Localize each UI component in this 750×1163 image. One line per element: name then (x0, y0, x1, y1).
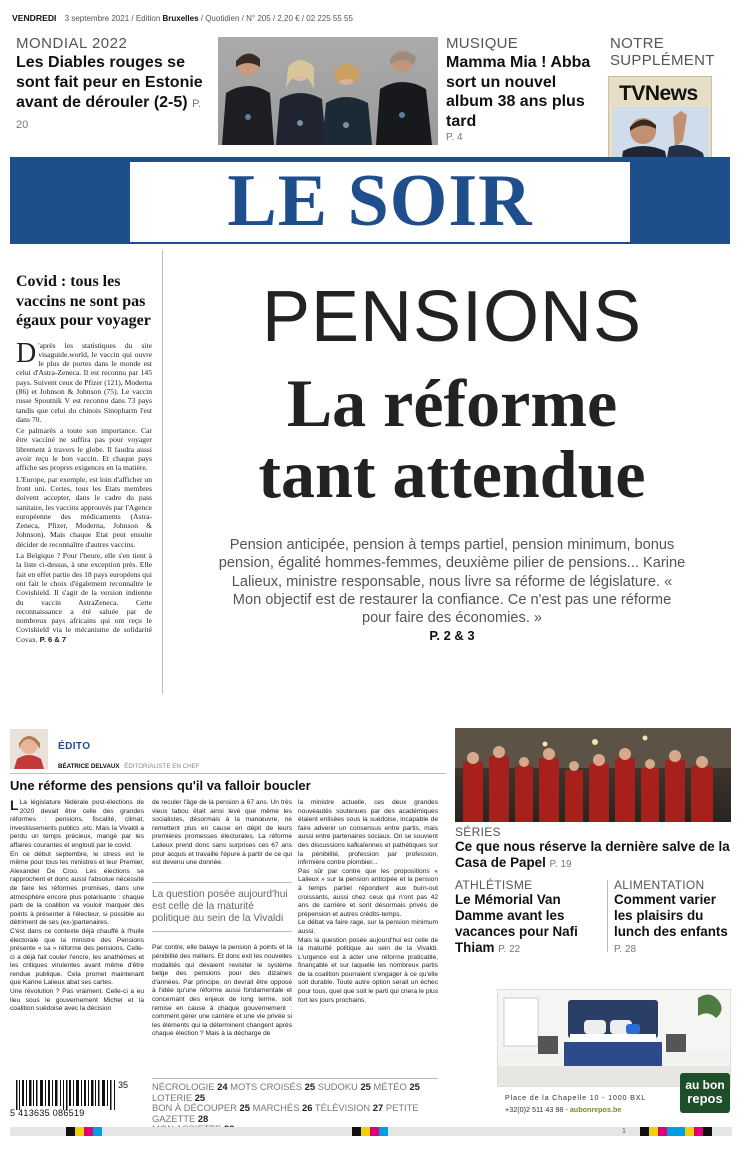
teaser-kicker: ALIMENTATION (614, 878, 705, 892)
lead-lede: Pension anticipée, pension à temps partiel, pension minimum, bonus pension, égalité hommes-femmes, deuxième pilier de pensions... Karine Lalieux, ministre responsable, nous livre sa réforme de législature. « Mon objectif est de restaurer la confiance. Ce n'est pas une réforme pour faire des économies. » (218, 537, 686, 627)
teaser-page: P. 22 (498, 944, 521, 955)
index-line-1 (152, 1082, 438, 1103)
covid-page: P. 6 & 7 (39, 634, 67, 644)
index-page: 25 (304, 1081, 316, 1092)
index-page: 28 (197, 1112, 209, 1124)
barcode (10, 1080, 128, 1120)
teaser-series[interactable] (455, 825, 731, 873)
dateline-edition: Bruxelles (162, 14, 199, 23)
index-entry[interactable]: NÉCROLOGIE 24 (152, 1081, 228, 1092)
index-entry[interactable]: TÉLÉVISION 27 (314, 1102, 384, 1113)
lead-kicker: PENSIONS (261, 277, 643, 357)
covid-headline: Covid : tous les vaccins ne sont pas égaux pour voyager (16, 273, 151, 329)
teaser-kicker: MONDIAL 2022 (16, 35, 128, 52)
teaser-kicker: ATHLÉTISME (455, 878, 533, 892)
edito-byline (58, 763, 199, 770)
index-entry[interactable]: MÉTÉO 25 (373, 1081, 420, 1092)
index-page: 26 (302, 1102, 313, 1113)
edito-rule (10, 773, 446, 774)
teaser-page: P. 20 (16, 98, 202, 131)
edito-col-1: L La législature fédérale post-élections de 2020 devait être celle des grandes réformes : pensions, fiscalité, climat, investissements publics ,etc. Mais la Vivaldi a perdu un temps précieux, mangé par les affaires courantes et englouti par le covid. En ce début septembre, le stress est le même pour tous les ministres et leur Premier, Alexander De Croo. Les élections se rapprochent et donc aussi l'absolue nécessité de faire les réformes promises, dans une atmosphère encore plus polarisante : chaque parti de la coalition va vouloir marquer des points à présenter à l'électeur, si possible au détriment de ses (ex-)partenaires. C'est dans ce contexte déjà chauffé à l'huile électorale que la ministre des Pensions présente « sa » réforme des pensions. Celle-ci a déjà fait couler l'encre, les anathèmes et les critiques virulentes avant même d'être rendue publique. Cela promet maintenant que Karine Lalieux abat ses cartes. Une révolution ? Pas vraiment. Celle-ci a eu lieu sous le gouvernement Michel et la coalition suédoise avec la décision (10, 797, 144, 1013)
casa-de-papel-photo (455, 728, 731, 822)
dateline-rest: / Quotidien / N° 205 / 2,20 € / 02 225 55 55 (198, 14, 353, 23)
ad-logo-line1: au bon (685, 1078, 725, 1092)
edito-col-3: la ministre actuelle, ces deux grandes nouveautés soutenues par des académiques étaient enlisées sous la suédoise, incapable de faire advenir un consensus entre partis, mais aussi entre partenaires sociaux. On se souvient des discussions kafkaïennes et pathétiques sur la pénibilité, profession par profession, infirmière contre plombier... Pas sûr par contre que les propositions « Lalieux » sur la pension anticipée et la pension à temps partiel répondent aux burn-out croissants, aussi chez ceux qui n'ont pas 42 ans de carrière et sont désormais privés de prépension et autres crédits-temps. Le débat va faire rage, sur la pension minimum aussi. Mais la question posée aujourd'hui est celle de la maturité politique au sein de la Vivaldi. L'urgence est à acter une réforme praticable, finançable et sur laquelle les nombreux partis de la coalition pourraient s'engager à ce qu'elle soit durable. Toute autre option serait un échec pour tous, quel que soit le parti qui criera le plus fort les jours prochains. (298, 799, 439, 1004)
edito-role: ÉDITORIALISTE EN CHEF (124, 763, 200, 770)
dateline-day: VENDREDI (12, 13, 57, 23)
index-entry[interactable]: MARCHÉS 26 (252, 1102, 313, 1113)
lead-story[interactable] (170, 276, 734, 643)
masthead-title[interactable]: LE SOIR (227, 160, 533, 242)
index-page: 24 (217, 1081, 228, 1092)
index-entry[interactable]: BON À DÉCOUPER 25 (152, 1102, 250, 1113)
dateline (12, 13, 353, 23)
index-line-2 (152, 1103, 438, 1124)
teaser-headline: Les Diables rouges se sont fait peur en Estonie avant de dérouler (2-5) P. 20 (16, 54, 203, 131)
teaser-headline: Comment varier les plaisirs du lunch des enfants P. 28 (614, 892, 728, 955)
lead-headline-line2: tant attendue (258, 436, 646, 512)
covid-dropcap: D (16, 337, 37, 369)
ad-contact (505, 1092, 677, 1116)
teaser-divider (607, 880, 608, 952)
index-page: 27 (372, 1102, 384, 1113)
edito-author: BÉATRICE DELVAUX (58, 763, 120, 770)
barcode-digits: 5 413635 086519 (10, 1108, 85, 1118)
covid-story[interactable] (16, 272, 152, 646)
edito-label: ÉDITO (58, 741, 91, 752)
index-page: 25 (409, 1081, 420, 1092)
column-divider (162, 250, 163, 694)
tvnews-brand: TVNews (619, 82, 698, 105)
color-register-mid (352, 1127, 388, 1136)
ad-address: Place de la Chapelle 10 - 1000 BXL (505, 1093, 647, 1102)
teaser-kicker: SÉRIES (455, 825, 501, 839)
ad-phone: +32(0)2 511 43 98 - (505, 1105, 570, 1114)
edito-dropcap: L (10, 797, 19, 813)
teaser-kicker: MUSIQUE (446, 35, 519, 52)
teaser-alimentation[interactable] (614, 878, 732, 958)
index-page: 25 (360, 1081, 371, 1092)
index-page: 25 (239, 1102, 250, 1113)
edito-col-2: de reculer l'âge de la pension à 67 ans. Un très vieux tabou était ainsi levé que même les socialistes, désormais à la manœuvre, ne remettent plus en cause en dépit de leurs premières promesses électorales. La réforme Lalieux prend donc sans surprises ces 67 ans pour acquis et travaille l'épure à partir de ce qui est devenu une donnée. La question posée aujourd'hui est celle de la maturité politique au sein de la Vivaldi Par contre, elle balaye la pension à points et la pénibilité des métiers. Et donc exit les nouvelles modalités qui devaient revisiter le système belge des pensions pour des dizaines d'années. Par principe, on devrait être opposé à l'idée qu'une réforme aussi fondamentale et concernant des enjeux de long terme, soit remise en cause à chaque gouvernement : comment gérer une carrière et une vie privée si les éléments qui la déterminent changent après chaque élection ? Mais à la décharge de (152, 799, 293, 1038)
index-entry[interactable]: LOTERIE 25 (152, 1091, 206, 1103)
teaser-musique[interactable] (446, 35, 592, 143)
index-entry[interactable]: SUDOKU 25 (317, 1081, 371, 1092)
edito-pullquote: La question posée aujourd'hui est celle de la maturité politique au sein de la Vivaldi (152, 882, 292, 933)
teaser-headline: Mamma Mia ! Abba sort un nouvel album 38 ans plus tard (446, 54, 591, 130)
ad-logo-line2: repos (687, 1091, 723, 1106)
dateline-details: 3 septembre 2021 / Edition (64, 14, 163, 23)
index-entry[interactable]: PETITE GAZETTE 28 (152, 1102, 419, 1124)
teaser-headline: Le Mémorial Van Damme avant les vacances pour Nafi Thiam P. 22 (455, 892, 578, 955)
edito-headline: Une réforme des pensions qu'il va falloir boucler (10, 778, 311, 793)
teaser-page: P. 28 (614, 944, 637, 955)
color-register-left (66, 1127, 102, 1136)
teaser-page: P. 19 (549, 859, 572, 870)
edito-author-photo (10, 729, 48, 769)
teaser-headline: Ce que nous réserve la dernière salve de la Casa de Papel P. 19 (455, 839, 730, 870)
index-page: 25 (194, 1091, 206, 1103)
ad-site[interactable]: aubonrepos.be (569, 1105, 622, 1114)
teaser-page: P. 4 (446, 132, 463, 143)
color-register-right (640, 1127, 712, 1136)
teaser-athletisme[interactable] (455, 878, 605, 958)
covid-body: D 'après les statistiques du site visaguide.world, le vaccin qui ouvre le plus de portes dans le monde est celui d'Astra-Zeneca. Il est reconnu par 145 pays. Suivent ceux de Pfizer (121), Moderna (86) et Johnson & Johnson (75). Le vaccin russe Spoutnik V est reconnu dans 73 pays tandis que celui du chinois Sinopharm l'est dans 70. Ce palmarès a toute son importance. Car être vacciné ne suffira pas pour voyager librement à travers le globe. Il faudra aussi avoir reçu le bon vaccin. Et chaque pays affiche ses propres exigences en la matière. L'Europe, par exemple, est loin d'afficher un front uni. Certes, tous les Etats membres doivent accepter, dans le cadre du pass sanitaire, les vaccins approuvés par l'Agence européenne des médicaments (Astra-Zeneca, Pfizer, Moderna, Johnson & Johnson). Mais chaque Etat peut ensuite décider de reconnaître d'autres vaccins. La Belgique ? Pour l'heure, elle s'en tient à la liste ci-dessus, à une exception près. Elle fait en effet partie des 18 pays européens qui ont fait le choix d'également reconnaître le Covishield. Il s'agit de la version indienne du vaccin AstraZeneca. Cette reconnaissance a été saluée par de nombreux pays africains qui ont reçu le Covishield via le mécanisme de solidarité Covax. P. 6 & 7 (16, 337, 152, 644)
lead-page: P. 2 & 3 (429, 628, 475, 644)
page-number: 1 (622, 1128, 626, 1135)
lead-headline-line1: La réforme (286, 365, 618, 441)
supplement-kicker: NOTRE SUPPLÉMENT (610, 35, 715, 69)
abba-photo (218, 37, 438, 145)
index-entry[interactable]: MOTS CROISÉS 25 (230, 1081, 316, 1092)
barcode-issue: 35 (118, 1080, 129, 1090)
teaser-mondial[interactable] (16, 35, 208, 135)
ad-logo[interactable] (680, 1073, 730, 1113)
